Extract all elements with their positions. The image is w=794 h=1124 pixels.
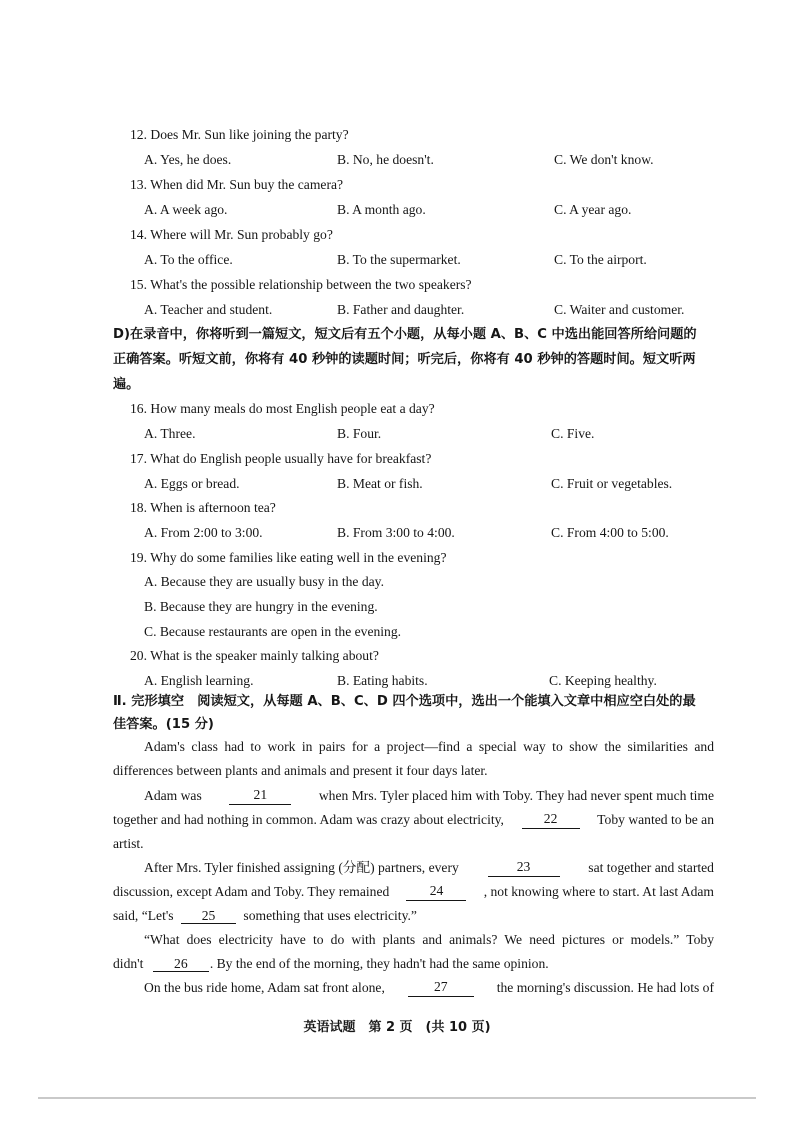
q13-option-b: B. A month ago. bbox=[337, 202, 426, 217]
passage-p3-line3 bbox=[113, 907, 417, 925]
section-d-instructions-line1: D)在录音中，你将听到一篇短文，短文后有五个小题，从每小题 A、B、C 中选出能回答所给问题的 bbox=[113, 327, 697, 342]
passage-text: the morning's discussion. He had lots of bbox=[496, 980, 714, 995]
q16-option-b: B. Four. bbox=[337, 426, 382, 441]
passage-text: discussion, except Adam and Toby. They remained bbox=[113, 884, 390, 899]
question-13: 13. When did Mr. Sun buy the camera? bbox=[130, 177, 344, 192]
question-16: 16. How many meals do most English people eat a day? bbox=[130, 401, 435, 416]
passage-p2-line3: artist. bbox=[113, 836, 144, 851]
passage-text: . By the end of the morning, they hadn't had the same opinion. bbox=[209, 956, 549, 971]
question-15: 15. What's the possible relationship between the two speakers? bbox=[130, 277, 472, 292]
q15-option-a: A. Teacher and student. bbox=[144, 302, 273, 317]
passage-text: Adam was bbox=[144, 788, 202, 803]
passage-text: something that uses electricity.” bbox=[243, 908, 417, 923]
q20-option-b: B. Eating habits. bbox=[337, 673, 428, 688]
question-19: 19. Why do some families like eating well in the evening? bbox=[130, 550, 447, 565]
q14-option-b: B. To the supermarket. bbox=[337, 252, 461, 267]
section-d-instructions-line3: 遍。 bbox=[113, 377, 140, 392]
blank-21: 21 bbox=[229, 787, 291, 805]
blank-23: 23 bbox=[488, 859, 560, 877]
q15-option-c: C. Waiter and customer. bbox=[554, 302, 685, 317]
q12-option-b: B. No, he doesn't. bbox=[337, 152, 434, 167]
q13-option-a: A. A week ago. bbox=[144, 202, 228, 217]
question-20: 20. What is the speaker mainly talking about? bbox=[130, 648, 379, 663]
question-17: 17. What do English people usually have for breakfast? bbox=[130, 451, 432, 466]
passage-text: when Mrs. Tyler placed him with Toby. They had never spent much time bbox=[318, 788, 714, 803]
q19-option-b: B. Because they are hungry in the evening. bbox=[144, 599, 378, 614]
passage-p4-line2 bbox=[113, 955, 549, 973]
q14-option-c: C. To the airport. bbox=[554, 252, 647, 267]
passage-text: , not knowing where to start. At last Adam bbox=[483, 884, 714, 899]
question-14: 14. Where will Mr. Sun probably go? bbox=[130, 227, 333, 242]
passage-text: together and had nothing in common. Adam was crazy about electricity, bbox=[113, 812, 504, 827]
q17-option-a: A. Eggs or bread. bbox=[144, 476, 240, 491]
q13-option-c: C. A year ago. bbox=[554, 202, 632, 217]
q14-option-a: A. To the office. bbox=[144, 252, 233, 267]
q19-option-a: A. Because they are usually busy in the day. bbox=[144, 574, 384, 589]
passage-text: On the bus ride home, Adam sat front alone, bbox=[144, 980, 385, 995]
q18-option-b: B. From 3:00 to 4:00. bbox=[337, 525, 455, 540]
passage-text: sat together and started bbox=[588, 860, 714, 875]
blank-26: 26 bbox=[153, 956, 209, 972]
q17-option-b: B. Meat or fish. bbox=[337, 476, 423, 491]
passage-text: Toby wanted to be an bbox=[597, 812, 714, 827]
question-12: 12. Does Mr. Sun like joining the party? bbox=[130, 127, 349, 142]
section-d-instructions-line2: 正确答案。听短文前，你将有 40 秒钟的读题时间；听完后，你将有 40 秒钟的答题时间。短文听两 bbox=[113, 352, 696, 367]
passage-p1-line1: Adam's class had to work in pairs for a project—find a special way to show the similarities and bbox=[144, 739, 714, 754]
q12-option-c: C. We don't know. bbox=[554, 152, 654, 167]
section-ii-heading-line1: Ⅱ. 完形填空 阅读短文，从每题 A、B、C、D 四个选项中，选出一个能填入文章中相应空白处的最 bbox=[113, 694, 696, 709]
passage-p5-line1 bbox=[144, 979, 714, 997]
q17-option-c: C. Fruit or vegetables. bbox=[551, 476, 673, 491]
q18-option-a: A. From 2:00 to 3:00. bbox=[144, 525, 263, 540]
q12-option-a: A. Yes, he does. bbox=[144, 152, 232, 167]
q18-option-c: C. From 4:00 to 5:00. bbox=[551, 525, 669, 540]
section-ii-heading-line2: 佳答案。(15 分) bbox=[113, 717, 214, 732]
blank-27: 27 bbox=[408, 979, 474, 997]
passage-p3-line2 bbox=[113, 883, 714, 901]
passage-p2-line2 bbox=[113, 811, 714, 829]
page-footer: 英语试题 第 2 页 (共 10 页) bbox=[303, 1020, 491, 1035]
blank-24: 24 bbox=[406, 883, 466, 901]
bottom-divider bbox=[38, 1097, 756, 1099]
blank-25: 25 bbox=[181, 908, 236, 924]
q16-option-c: C. Five. bbox=[551, 426, 595, 441]
passage-text: After Mrs. Tyler finished assigning (分配) partners, every bbox=[144, 860, 459, 875]
passage-text: didn't bbox=[113, 956, 144, 971]
q20-option-a: A. English learning. bbox=[144, 673, 254, 688]
q15-option-b: B. Father and daughter. bbox=[337, 302, 465, 317]
question-18: 18. When is afternoon tea? bbox=[130, 500, 276, 515]
q19-option-c: C. Because restaurants are open in the evening. bbox=[144, 624, 402, 639]
passage-p3-line1 bbox=[144, 859, 714, 877]
passage-text: said, “Let's bbox=[113, 908, 174, 923]
passage-p4-line1: “What does electricity have to do with plants and animals? We need pictures or models.” Toby bbox=[144, 932, 714, 947]
passage-p2-line1 bbox=[144, 787, 714, 805]
q16-option-a: A. Three. bbox=[144, 426, 196, 441]
passage-p1-line2: differences between plants and animals and present it four days later. bbox=[113, 763, 488, 778]
q20-option-c: C. Keeping healthy. bbox=[549, 673, 657, 688]
blank-22: 22 bbox=[522, 811, 580, 829]
